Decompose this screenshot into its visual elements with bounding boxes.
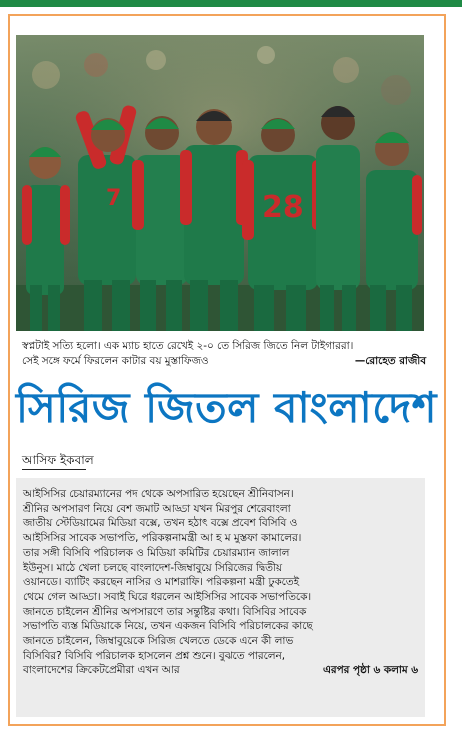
body-line: ওয়ানডে। ব্যাটিং করছেন নাসির ও মাশরাফি। পরিকল্পনা মন্ত্রী ঢুকতেই <box>23 576 300 589</box>
jersey-number-28: 28 <box>262 190 304 225</box>
jersey-number-7: 7 <box>106 186 122 211</box>
headline: সিরিজ জিতল বাংলাদেশ <box>16 383 438 432</box>
body-last-line <box>23 663 418 678</box>
byline-underline <box>22 469 86 470</box>
body-line: জানতে চাইলেন, জিম্বাবুয়েকে সিরিজ খেলতে ডেকে এনে কী লাভ <box>23 635 294 648</box>
body-line: আইসিসির সাবেক সভাপতি, পরিকল্পনামন্ত্রী আ হ ম মুস্তফা কামালের। <box>23 532 302 545</box>
caption-line-2-row <box>22 354 426 369</box>
body-line: ইউনুস। মাঠে খেলা চলছে বাংলাদেশ-জিম্বাবুয়ে সিরিজের দ্বিতীয় <box>23 561 283 574</box>
top-color-bar <box>0 0 462 7</box>
photo-credit: —রোহেত রাজীব <box>354 355 426 367</box>
body-line: সভাপতি ব্যস্ত মিডিয়াকে নিয়ে, তখন একজন বিসিবি পরিচালকের কাছে <box>23 620 313 633</box>
body-line: বিসিবির? বিসিবি পরিচালক হাসলেন প্রশ্ন শুনে। বুঝতে পারলেন, <box>23 649 286 662</box>
caption-line-1: স্বপ্নটাই সত্যি হলো। এক ম্যাচ হাতে রেখেই ২-০ তে সিরিজ জিতে নিল টাইগাররা। <box>22 340 354 352</box>
body-line: আইসিসির চেয়ারম্যানের পদ থেকে অপসারিত হয়েছেন শ্রীনিবাসন। <box>23 488 294 500</box>
body-line: জাতীয় স্টেডিয়ামের মিডিয়া বক্সে, তখন হঠাৎ বক্সে প্রবেশ বিসিবি ও <box>23 517 298 530</box>
body-line: জানতে চাইলেন শ্রীনির অপসারণে তার সন্তুষ্টির কথা। বিসিবির সাবেক <box>23 605 307 618</box>
article-body <box>16 478 425 717</box>
continuation-jump: এরপর পৃষ্ঠা ৬ কলাম ৬ <box>322 664 418 677</box>
body-line: শ্রীনির অপসারণ নিয়ে বেশ জমাট আড্ডা যখন মিরপুর শেরেবাংলা <box>23 502 291 515</box>
photo-caption <box>22 339 426 369</box>
body-line: বাংলাদেশের ক্রিকেটপ্রেমীরা এখন আর <box>23 664 180 677</box>
byline: আসিফ ইকবাল <box>22 453 94 467</box>
cricket-team-celebration-photo <box>16 35 424 331</box>
caption-line-2: সেই সঙ্গে ফর্মে ফিরলেন কাটার বয় মুস্তাফিজও <box>22 355 209 367</box>
body-line: তার সঙ্গী বিসিবি পরিচালক ও মিডিয়া কমিটির চেয়ারম্যান জালাল <box>23 546 290 559</box>
body-line: থেমে গেল আড্ডা। সবাই ঘিরে ধরলেন আইসিসির সাবেক সভাপতিকে। <box>23 590 312 603</box>
